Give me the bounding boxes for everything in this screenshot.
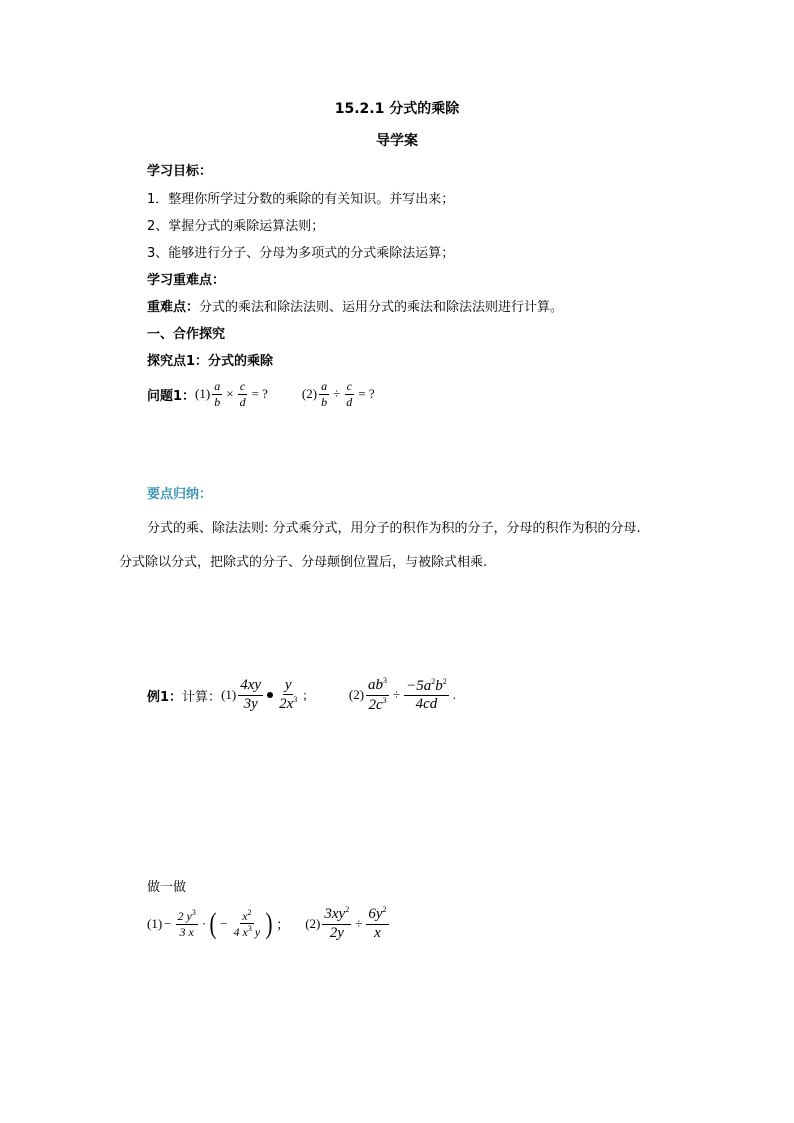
e1-den2-base: 2x bbox=[279, 696, 294, 713]
e2-num2-exp1: 2 bbox=[431, 676, 436, 686]
q1-prefix: (1) bbox=[195, 386, 211, 402]
pd-num-exp: 2 bbox=[382, 905, 387, 914]
multiply-dot-icon bbox=[267, 692, 273, 698]
pc-denominator: 2y bbox=[329, 924, 344, 941]
practice-cdot: · bbox=[201, 915, 207, 931]
e2-num1-base: ab bbox=[368, 677, 384, 693]
summary-line-2: 分式除以分式，把除式的分子、分母颠倒位置后，与被除式相乘. bbox=[119, 555, 488, 570]
keypoints-text: 分式的乘法和除法法则、运用分式的乘法和除法法则进行计算。 bbox=[199, 300, 564, 315]
pd-fraction bbox=[366, 906, 388, 942]
e2-fraction-2 bbox=[404, 678, 449, 714]
e2-den1-exp: 3 bbox=[382, 695, 387, 705]
pb-numerator bbox=[240, 909, 253, 925]
q1-numerator: a bbox=[214, 379, 221, 393]
pb-den-base: 4 x bbox=[233, 925, 248, 940]
e1-fraction-1 bbox=[238, 678, 263, 713]
e2-num1-exp: 3 bbox=[383, 676, 388, 685]
q1-fraction-a-b bbox=[212, 380, 222, 408]
pc-num-base: 3xy bbox=[324, 906, 346, 922]
q2-numerator: a bbox=[321, 379, 328, 393]
e1-den2-exp: 3 bbox=[293, 695, 298, 705]
q2-denominator: b bbox=[321, 394, 328, 409]
q1-numerator-2: c bbox=[239, 379, 246, 393]
practice-divide-sign: ÷ bbox=[355, 915, 363, 931]
pd-num-base: 6y bbox=[368, 906, 383, 922]
pc-num-exp: 2 bbox=[345, 905, 350, 914]
pb-den-exp: 3 bbox=[247, 924, 252, 934]
practice-exercises bbox=[147, 906, 391, 942]
goal-item-1: 1．整理你所学过分数的乘除的有关知识。并写出来； bbox=[147, 192, 455, 207]
e2-divide-sign: ÷ bbox=[393, 687, 401, 703]
pb-num-base: x bbox=[242, 908, 248, 923]
q2-fraction-c-d bbox=[344, 380, 354, 408]
pb-denominator bbox=[232, 924, 263, 939]
e1-denominator-2 bbox=[277, 695, 299, 713]
example-p1: (1) bbox=[221, 687, 237, 703]
pc-numerator bbox=[322, 906, 351, 925]
times-sign: × bbox=[226, 386, 234, 402]
e2-num2-b: b bbox=[435, 677, 443, 694]
pa-num-base: 2 y bbox=[177, 909, 192, 924]
e1-numerator-2: y bbox=[283, 678, 294, 696]
summary-heading: 要点归纳： bbox=[147, 487, 213, 502]
e2-denominator-1 bbox=[366, 696, 388, 714]
q1-fraction-c-d bbox=[238, 380, 248, 408]
question-label: 问题1： bbox=[147, 388, 196, 404]
divide-sign: ÷ bbox=[333, 386, 341, 402]
example-p2: (2) bbox=[348, 687, 365, 703]
keypoints-label: 重难点： bbox=[147, 300, 200, 315]
q1-equals: = ? bbox=[251, 386, 268, 402]
e2-numerator-2 bbox=[404, 678, 449, 697]
section-heading: 一、合作探究 bbox=[147, 327, 226, 342]
goal-item-3: 3、能够进行分子、分母为多项式的分式乘除法运算； bbox=[147, 246, 455, 261]
example-label: 例1： bbox=[147, 689, 183, 705]
e2-den1-base: 2c bbox=[368, 696, 383, 713]
pa-numerator bbox=[176, 909, 198, 925]
left-paren: ( bbox=[209, 906, 217, 940]
example-compute: 计算： bbox=[182, 689, 222, 705]
pa-denominator: 3 x bbox=[179, 924, 194, 939]
q2-denominator-2: d bbox=[346, 394, 353, 409]
practice-minus-2: − bbox=[220, 915, 228, 931]
q2-fraction-a-b bbox=[319, 380, 329, 408]
q1-denominator-2: d bbox=[239, 394, 246, 409]
e1-fraction-2 bbox=[277, 678, 299, 714]
e1-denominator-1: 3y bbox=[243, 695, 258, 712]
right-paren: ) bbox=[265, 906, 273, 940]
q1-denominator: b bbox=[214, 394, 221, 409]
pa-num-exp: 3 bbox=[191, 908, 196, 918]
q2-equals: = ? bbox=[358, 386, 375, 402]
q2-prefix: (2) bbox=[301, 386, 318, 402]
pc-fraction bbox=[322, 906, 351, 942]
e2-numerator-1 bbox=[366, 677, 389, 696]
pa-fraction bbox=[176, 909, 198, 938]
keypoints-heading: 学习重难点： bbox=[147, 273, 226, 288]
pb-fraction bbox=[232, 909, 263, 939]
e1-numerator-1: 4xy bbox=[238, 678, 263, 696]
q2-numerator-2: c bbox=[346, 379, 352, 393]
pd-numerator bbox=[366, 906, 388, 925]
pb-den-y: y bbox=[251, 925, 261, 940]
example-1 bbox=[147, 677, 458, 714]
e2-fraction-1 bbox=[366, 677, 389, 714]
question-1 bbox=[147, 380, 377, 408]
example-semicolon: ; bbox=[303, 687, 307, 703]
practice-minus-1: − bbox=[164, 915, 172, 931]
goals-heading: 学习目标： bbox=[147, 164, 213, 179]
practice-p1: (1) bbox=[147, 915, 163, 931]
practice-heading: 做一做 bbox=[147, 880, 187, 895]
practice-p2: (2) bbox=[305, 915, 321, 931]
explore-heading: 探究点1：分式的乘除 bbox=[147, 354, 274, 369]
summary-line-1: 分式的乘、除法法则: 分式乘分式，用分子的积作为积的分子，分母的积作为积的分母. bbox=[147, 521, 641, 536]
pb-num-exp: 2 bbox=[247, 907, 252, 917]
e2-denominator-2: 4cd bbox=[415, 696, 438, 713]
goal-item-2: 2、掌握分式的乘除运算法则； bbox=[147, 219, 325, 234]
practice-semicolon: ； bbox=[276, 917, 290, 933]
e2-num2-exp2: 2 bbox=[442, 676, 447, 686]
pd-denominator: x bbox=[374, 924, 381, 941]
page-subtitle: 导学案 bbox=[376, 133, 418, 149]
example-period: . bbox=[452, 687, 457, 703]
keypoints-line bbox=[147, 296, 563, 315]
e2-num2-a: −5a bbox=[406, 677, 432, 694]
page-title: 15.2.1 分式的乘除 bbox=[334, 101, 460, 117]
